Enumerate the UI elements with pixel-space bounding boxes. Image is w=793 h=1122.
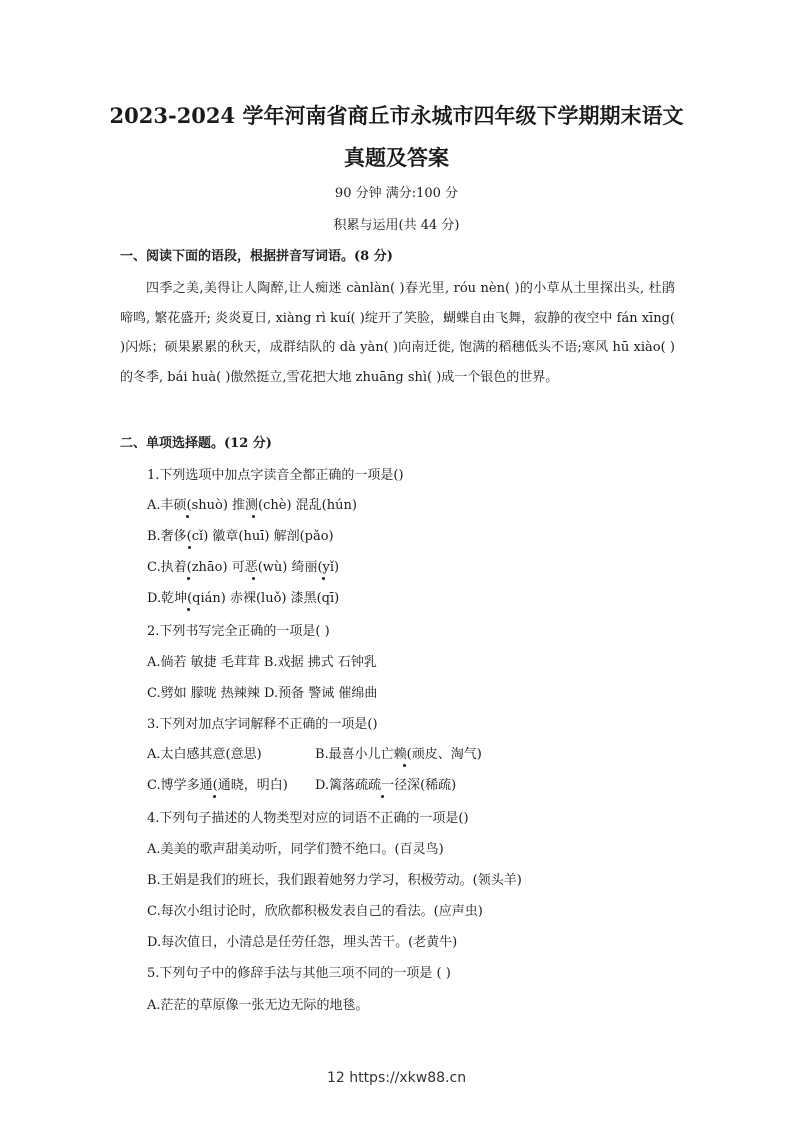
q2-options-ab: A.倘若 敏捷 毛茸茸 B.戏据 拂式 石钟乳: [147, 655, 377, 670]
q5-stem: 5.下列句子中的修辞手法与其他三项不同的一项是 ( ): [147, 966, 451, 981]
section1-paragraph: 四季之美,美得让人陶醉,让人痴迷 cànlàn( )春光里, róu nèn( )的小草从土里探出头, 杜鹃啼鸣, 繁花盛开; 炎炎夏日, xiàng rì kuí( )绽开了笑脸，蝴蝶自由飞舞，寂静的夜空中 fán xīng( )闪烁；硕果累累的秋天，成群结队的 dà yàn( )向南迁徙, 饱满的稻穗低头不语;寒风 hū xiào( )的冬季, bái huà( )傲然挺立,雪花把大地 zhuāng shì( )成一个银色的世界。: [120, 281, 675, 385]
q3-option-c: C.博学多通(通晓，明白): [147, 778, 288, 793]
q1-stem: 1.下列选项中加点字读音全都正确的一项是(): [147, 468, 404, 483]
q3-option-b: B.最喜小儿亡赖(顽皮、淘气): [315, 747, 482, 762]
q2-options-cd: C.劈如 朦咙 热辣辣 D.预备 警诫 催绵曲: [147, 686, 378, 701]
document-title-line1: 2023-2024 学年河南省商丘市永城市四年级下学期期末语文: [109, 103, 684, 128]
q3-stem: 3.下列对加点字词解释不正确的一项是(): [147, 717, 378, 732]
section1-heading: 一、阅读下面的语段，根据拼音写词语。(8 分): [120, 249, 393, 264]
q1-option-a: A.丰硕(shuò) 推测(chè) 混乱(hún): [147, 498, 357, 513]
q4-option-d: D.每次值日，小清总是任劳任怨，埋头苦干。(老黄牛): [147, 935, 458, 950]
emphasis-dot: [381, 795, 384, 798]
emphasis-dot: [213, 795, 216, 798]
emphasis-dot: [252, 515, 255, 518]
part-title: 积累与运用(共 44 分): [333, 218, 460, 233]
q4-option-b: B.王娟是我们的班长，我们跟着她努力学习，积极劳动。(领头羊): [147, 873, 522, 888]
emphasis-dot: [187, 608, 190, 611]
q4-option-a: A.美美的歌声甜美动听，同学们赞不绝口。(百灵鸟): [147, 842, 444, 857]
section2-heading: 二、单项选择题。(12 分): [120, 436, 272, 451]
emphasis-dot: [187, 577, 190, 580]
exam-info: 90 分钟 满分:100 分: [334, 186, 459, 201]
q1-option-d: D.乾坤(qián) 赤裸(luǒ) 漆黑(qī): [147, 591, 340, 606]
emphasis-dot: [322, 577, 325, 580]
emphasis-dot: [188, 546, 191, 549]
q3-option-d: D.篱落疏疏一径深(稀疏): [315, 778, 457, 793]
q5-option-a: A.茫茫的草原像一张无边无际的地毯。: [147, 998, 369, 1013]
emphasis-dot: [252, 577, 255, 580]
q2-stem: 2.下列书写完全正确的一项是( ): [147, 624, 330, 639]
q1-option-c: C.执着(zhāo) 可恶(wù) 绮丽(yǐ): [147, 560, 340, 575]
q4-option-c: C.每次小组讨论时，欣欣都积极发表自己的看法。(应声虫): [147, 904, 483, 919]
page-footer: 12 https://xkw88.cn: [326, 1070, 467, 1086]
q1-option-b: B.奢侈(cǐ) 徽章(huī) 解剖(pǎo): [147, 529, 334, 544]
emphasis-dot: [403, 764, 406, 767]
emphasis-dot: [186, 515, 189, 518]
q4-stem: 4.下列句子描述的人物类型对应的词语不正确的一项是(): [147, 811, 469, 826]
q3-option-a: A.太白感其意(意思): [147, 747, 262, 762]
document-title-line2: 真题及答案: [344, 145, 449, 170]
